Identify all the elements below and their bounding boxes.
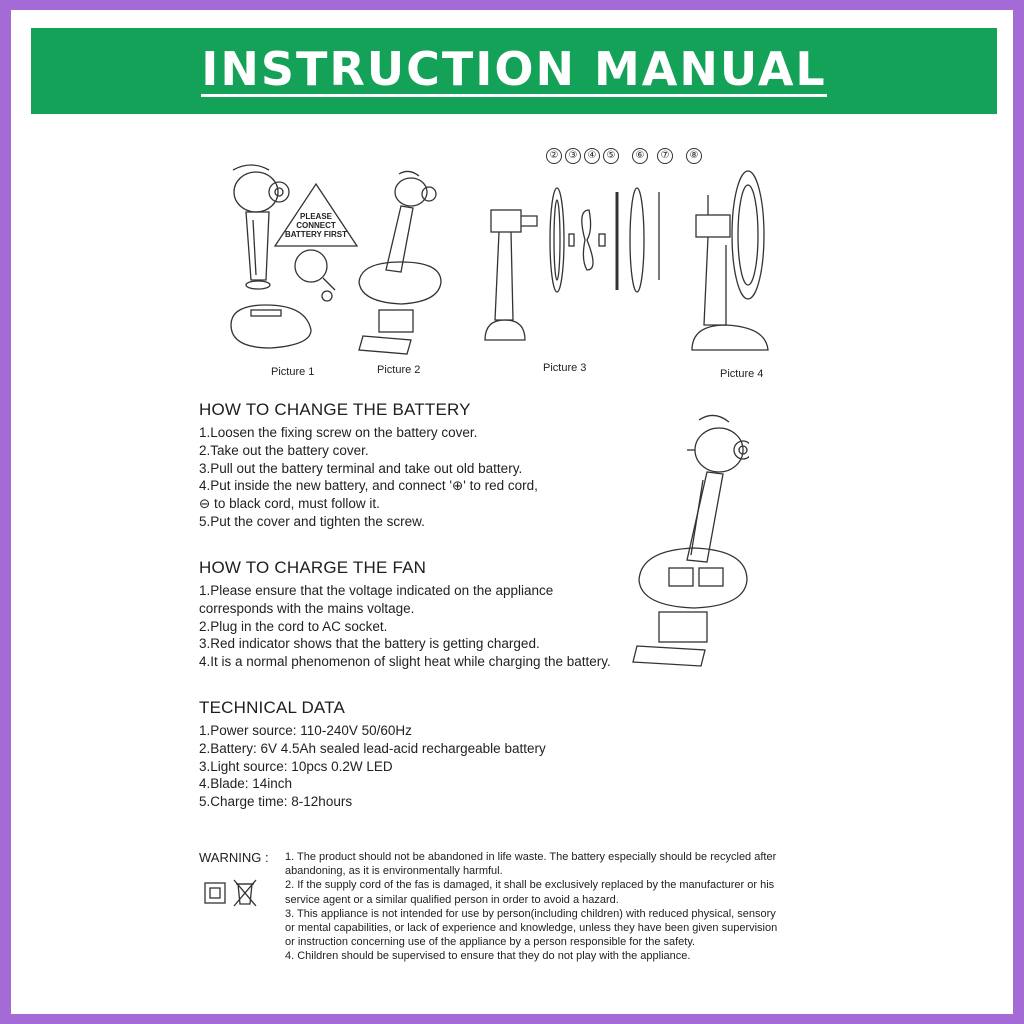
manual-page	[11, 10, 1013, 1014]
connect-battery-text: PLEASE CONNECT BATTERY FIRST	[284, 212, 348, 239]
title-banner	[31, 28, 997, 114]
part-number: ③	[565, 148, 581, 164]
part-number: ⑥	[632, 148, 648, 164]
battery-heading: HOW TO CHANGE THE BATTERY	[199, 400, 471, 419]
connect-battery-warning	[271, 180, 361, 250]
part-numbers	[546, 148, 702, 164]
picture-4-caption: Picture 4	[720, 368, 764, 380]
picture-2-caption: Picture 2	[377, 364, 421, 376]
charge-heading: HOW TO CHARGE THE FAN	[199, 558, 427, 577]
list-item: 5.Put the cover and tighten the screw.	[199, 513, 425, 529]
list-item: 3.Light source: 10pcs 0.2W LED	[199, 758, 393, 774]
list-item: corresponds with the mains voltage.	[199, 600, 415, 616]
list-item: 4. Children should be supervised to ensure that they do not play with the appliance.	[285, 950, 691, 963]
list-item: 2.Battery: 6V 4.5Ah sealed lead-acid rechargeable battery	[199, 740, 546, 756]
list-item: 1.Please ensure that the voltage indicated on the appliance	[199, 583, 554, 598]
technical-section	[199, 698, 546, 811]
list-item: 1.Loosen the fixing screw on the battery cover.	[199, 425, 478, 440]
list-item: 1. The product should not be abandoned in life waste. The battery especially should be recycled after abandoning, as it is environmentally harmful.	[285, 851, 777, 878]
assembly-pictures	[191, 140, 791, 390]
picture-2-illustration	[351, 170, 451, 376]
part-number: ④	[584, 148, 600, 164]
double-insulation-icon	[204, 882, 226, 904]
list-item: ⊖ to black cord, must follow it.	[199, 496, 380, 512]
list-item: 2.Take out the battery cover.	[199, 442, 369, 458]
list-item: 5.Charge time: 8-12hours	[199, 794, 353, 810]
part-number: ⑤	[603, 148, 619, 164]
charge-steps	[199, 582, 611, 671]
list-item: 2.Plug in the cord to AC socket.	[199, 618, 388, 634]
list-item: 3.Pull out the battery terminal and take out old battery.	[199, 460, 523, 476]
safety-symbols	[204, 878, 258, 908]
part-number: ②	[546, 148, 562, 164]
part-number: ⑧	[686, 148, 702, 164]
technical-items	[199, 722, 546, 811]
list-item: 4.It is a normal phenomenon of slight heat while charging the battery.	[199, 654, 611, 670]
crossed-bin-icon	[232, 878, 258, 908]
charge-section	[199, 558, 611, 671]
warning-label: WARNING :	[199, 850, 269, 865]
list-item: 1.Power source: 110-240V 50/60Hz	[199, 723, 412, 738]
list-item: 3.Red indicator shows that the battery is getting charged.	[199, 636, 540, 652]
picture-4-illustration	[686, 165, 786, 380]
part-number: ⑦	[657, 148, 673, 164]
technical-heading: TECHNICAL DATA	[199, 698, 346, 717]
list-item: 4.Put inside the new battery, and connect '⊕' to red cord,	[199, 478, 538, 494]
page-title: INSTRUCTION MANUAL	[201, 41, 827, 96]
battery-steps	[199, 424, 538, 531]
picture-3-illustration	[481, 170, 671, 374]
picture-1-caption: Picture 1	[271, 366, 315, 378]
battery-section	[199, 400, 538, 531]
warning-list	[285, 850, 785, 964]
picture-3-caption: Picture 3	[543, 362, 587, 374]
list-item: 4.Blade: 14inch	[199, 776, 293, 792]
battery-change-illustration	[629, 410, 749, 680]
list-item: 3. This appliance is not intended for use by person(including children) with reduced physical, sensory or mental capabilities, or lack of experience and knowledge, unless they have been given supervision or instruction concerning use of the appliance by a person responsible for the safety.	[285, 907, 778, 949]
list-item: 2. If the supply cord of the fas is damaged, it shall be exclusively replaced by the manufacturer or his service agent or a similar qualified person in order to avoid a hazard.	[285, 879, 775, 906]
